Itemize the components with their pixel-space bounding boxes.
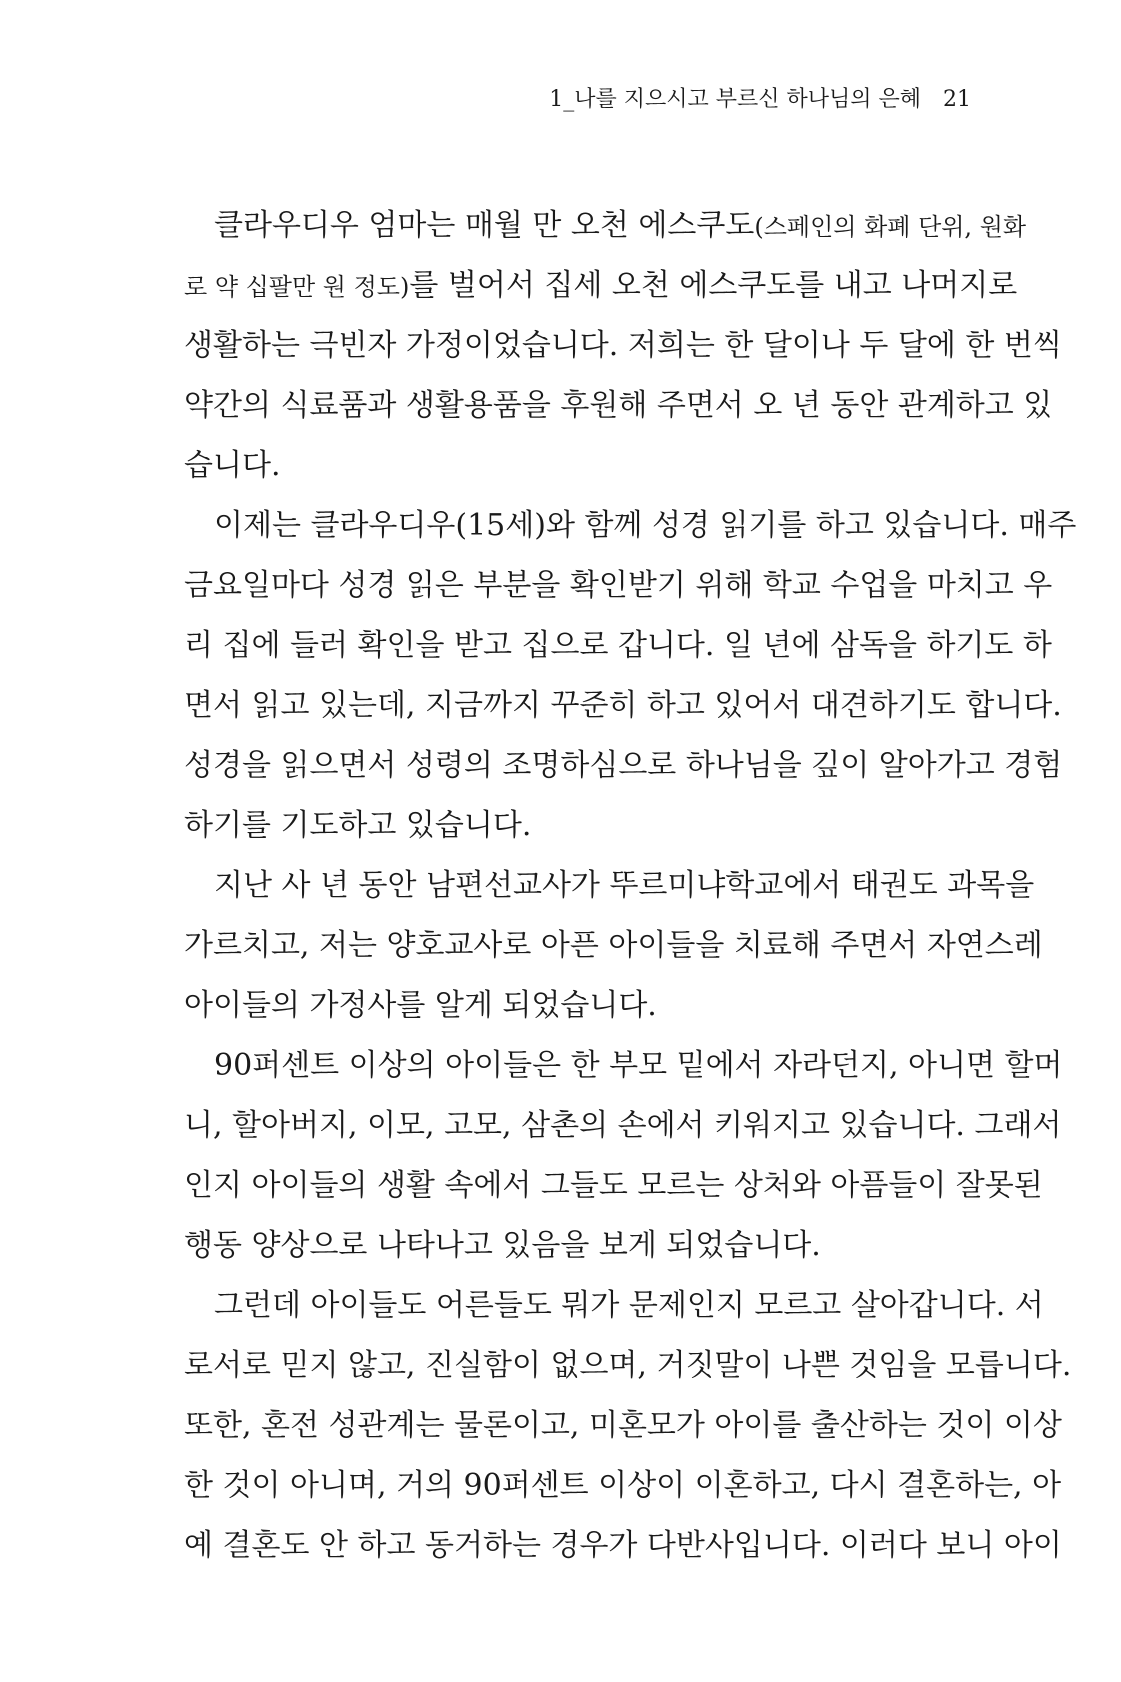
text-line: 하기를 기도하고 있습니다. [184, 808, 532, 843]
running-header [549, 82, 971, 113]
text-line: 90퍼센트 이상의 아이들은 한 부모 밑에서 자라던지, 아니면 할머 [214, 1048, 1063, 1083]
text-line: 면서 읽고 있는데, 지금까지 꾸준히 하고 있어서 대견하기도 합니다. [184, 688, 1062, 723]
text-line: 가르치고, 저는 양호교사로 아픈 아이들을 치료해 주면서 자연스레 [184, 928, 1043, 963]
running-title: 1_나를 지으시고 부르신 하나님의 은혜 [549, 87, 921, 112]
page-number: 21 [943, 87, 971, 112]
text-line: 예 결혼도 안 하고 동거하는 경우가 다반사입니다. 이러다 보니 아이 [184, 1528, 1062, 1563]
text-line: 그런데 아이들도 어른들도 뭐가 문제인지 모르고 살아갑니다. 서 [214, 1288, 1044, 1323]
text-line: 생활하는 극빈자 가정이었습니다. 저희는 한 달이나 두 달에 한 번씩 [184, 328, 1062, 363]
text-run-small: 로 약 십팔만 원 정도) [184, 273, 410, 301]
text-line: 리 집에 들러 확인을 받고 집으로 갑니다. 일 년에 삼독을 하기도 하 [184, 628, 1052, 663]
text-line: 행동 양상으로 나타나고 있음을 보게 되었습니다. [184, 1228, 821, 1263]
text-line: 또한, 혼전 성관계는 물론이고, 미혼모가 아이를 출산하는 것이 이상 [184, 1408, 1062, 1443]
text-line: 로서로 믿지 않고, 진실함이 없으며, 거짓말이 나쁜 것임을 모릅니다. [184, 1348, 1072, 1383]
text-line: 약간의 식료품과 생활용품을 후원해 주면서 오 년 동안 관계하고 있 [184, 388, 1053, 423]
text-line: 아이들의 가정사를 알게 되었습니다. [184, 988, 657, 1023]
text-line: 인지 아이들의 생활 속에서 그들도 모르는 상처와 아픔들이 잘못된 [184, 1168, 1043, 1203]
text-line: 이제는 클라우디우(15세)와 함께 성경 읽기를 하고 있습니다. 매주 [214, 508, 1077, 543]
body-text [184, 196, 1077, 1576]
text-line: 지난 사 년 동안 남편선교사가 뚜르미냐학교에서 태권도 과목을 [214, 868, 1035, 903]
text-run: 클라우디우 엄마는 매월 만 오천 에스쿠도 [214, 208, 755, 243]
text-run: 를 벌어서 집세 오천 에스쿠도를 내고 나머지로 [409, 268, 1018, 303]
text-line: 습니다. [184, 448, 281, 483]
text-line [184, 196, 1027, 256]
text-line: 한 것이 아니며, 거의 90퍼센트 이상이 이혼하고, 다시 결혼하는, 아 [184, 1468, 1062, 1503]
text-line: 금요일마다 성경 읽은 부분을 확인받기 위해 학교 수업을 마치고 우 [184, 568, 1053, 603]
text-line: 성경을 읽으면서 성령의 조명하심으로 하나님을 깊이 알아가고 경험 [184, 748, 1063, 783]
text-line: 니, 할아버지, 이모, 고모, 삼촌의 손에서 키워지고 있습니다. 그래서 [184, 1108, 1062, 1143]
text-run-small: (스페인의 화폐 단위, 원화 [754, 213, 1027, 241]
text-line [184, 256, 1018, 316]
